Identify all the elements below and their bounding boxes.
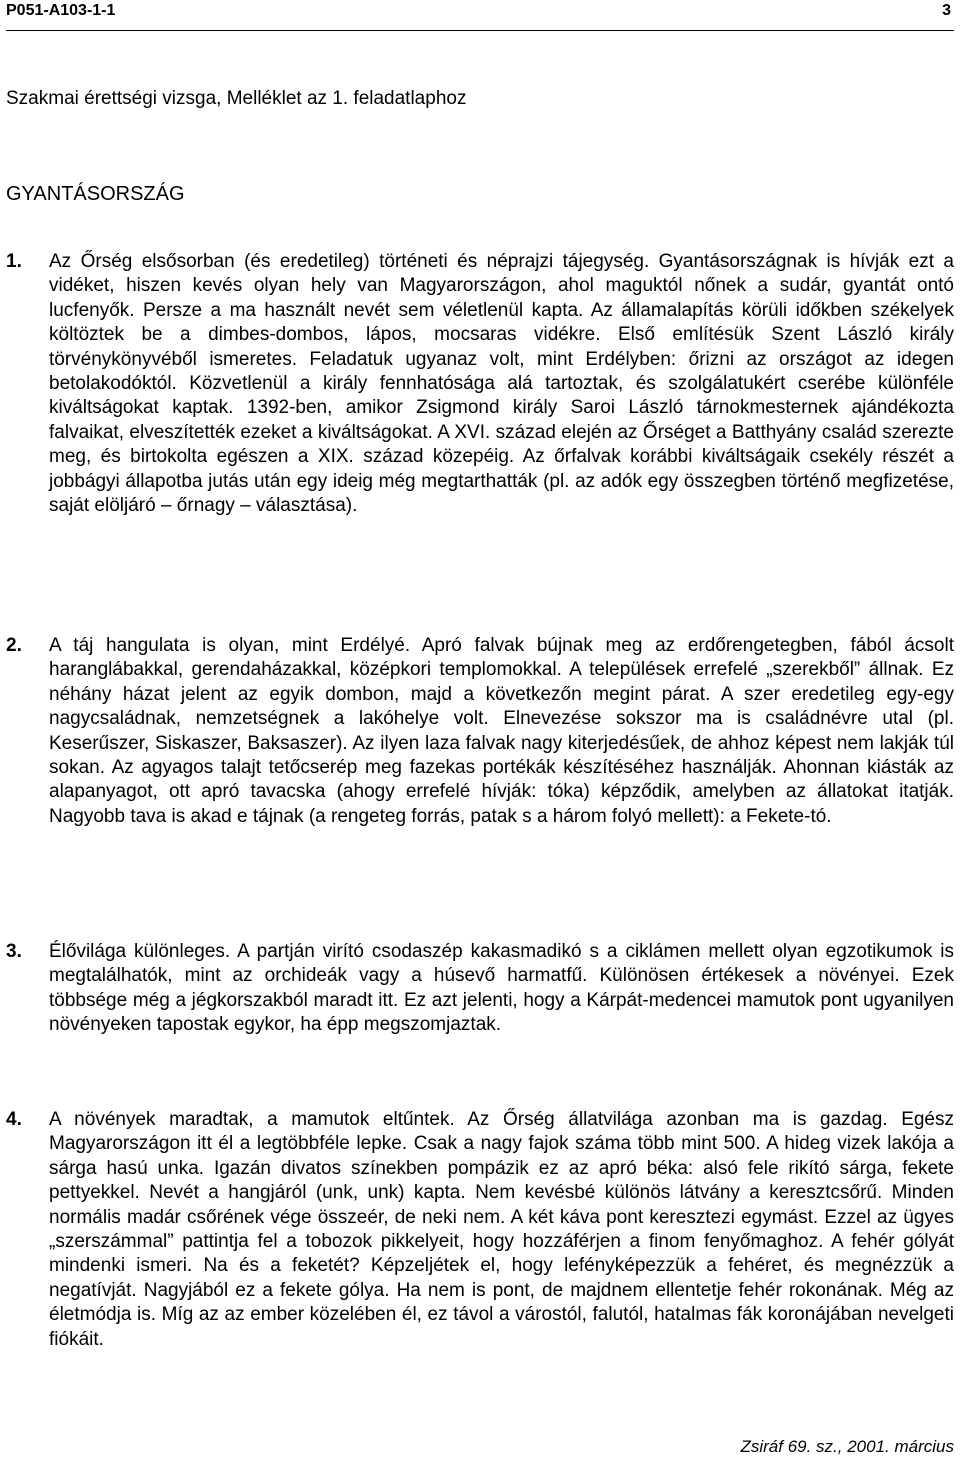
section-text: A táj hangulata is olyan, mint Erdélyé. Apró falvak bújnak meg az erdőrengetegben, fából ácsolt haranglábakkal, gerendaházakkal, középkori templomokkal. A települések errefelé „szerekből” állnak. Ez néhány házat jelent az egyik dombon, majd a következőn megint párat. A szer eredetileg egy-egy nagycsaládnak, nemzetségnek a lakóhelye volt. Elnevezése sokszor ma is családnévre utal (pl. Keserűszer, Siskaszer, Baksaszer). Az ilyen laza falvak nagy kiterjedésűek, de ahhoz képest nem lakják túl sokan. Az agyagos talajt tetőcserép meg fazekas portékák készítéséhez használják. Ahonnan kiásták az alapanyagot, ott apró tavacska (ahogy errefelé hívják: tóka) képződik, amelyben az állatokat itatják. Nagyobb tava is akad e tájnak (a rengeteg forrás, patak s a három folyó mellett): a Fekete-tó. (49, 635, 954, 827)
page-header (6, 0, 954, 31)
page-number: 3 (942, 2, 951, 19)
section-text: Az Őrség elsősorban (és eredetileg) történeti és néprajzi tájegység. Gyantásországnak is hívják ezt a vidéket, hiszen kevés olyan hely van Magyarországon, ahol maguktól nőnek a sudár, gyantát ontó lucfenyők. Persze a ma használt nevét sem véletlenül kapta. Az államalapítás körüli időkben székelyek költöztek be a dimbes-dombos, lápos, mocsaras vidékre. Első említésük Szent László király törvénykönyvéből ismeretes. Feladatuk ugyanaz volt, mint Erdélyben: őrizni az országot az idegen betolakodóktól. Közvetlenül a király fennhatósága alá tartoztak, és szolgálatukért cserébe különféle kiváltságokat kaptak. 1392-ben, amikor Zsigmond király Saroi László tárnokmesternek ajándékozta falvaikat, elveszítették ezeket a kiváltságokat. A XVI. század elején az Őrséget a Batthyány család szerezte meg, és birtokolta egészen a XIX. század közepéig. Az őrfalvak korábbi kiváltságaik csekély részét a jobbágyi állapotba jutás után egy ideig még megtarthatták (pl. az adók egy összegben történő megfizetése, saját elöljáró – őrnagy – választása). (49, 251, 954, 517)
section-number: 2. (6, 635, 22, 656)
section-number: 3. (6, 941, 22, 962)
document-title: GYANTÁSORSZÁG (6, 183, 185, 205)
section-number: 1. (6, 251, 22, 272)
section-text: A növények maradtak, a mamutok eltűntek. Az Őrség állatvilága azonban ma is gazdag. Egész Magyarországon itt él a legtöbbféle lepke. Csak a nagy fajok száma több mint 500. A hideg vizek lakója a sárga hasú unka. Igazán divatos színekben pompázik ez az apró béka: alsó fele rikító sárga, fekete pettyekkel. Nevét a hangjáról (unk, unk) kapta. Nem kevésbé különös látvány a keresztcsőrű. Minden normális madár csőrének vége összeér, de neki nem. A két káva pont keresztezi egymást. Ezzel az ügyes „szerszámmal” pattintja fel a tobozok pikkelyeit, hogy hozzáférjen a finom fenyőmaghoz. A fehér gólyát mindenki ismeri. Na és a feketét? Képzeljétek el, hogy lefényképezzük a fehéret, és megnézzük a negatívját. Nagyjából ez a fekete gólya. Ha nem is pont, de majdnem ellentetje fehér rokonának. Még az életmódja is. Míg az az ember közelében él, ez távol a várostól, falutól, hatalmas fák koronájában nevelgeti fiókáit. (49, 1109, 954, 1350)
document-subtitle: Szakmai érettségi vizsga, Melléklet az 1. feladatlaphoz (6, 88, 467, 109)
section-3 (6, 940, 954, 1038)
section-2 (6, 634, 954, 829)
section-1 (6, 250, 954, 518)
section-4 (6, 1108, 954, 1352)
section-number: 4. (6, 1109, 22, 1130)
document-code: P051-A103-1-1 (6, 2, 116, 19)
section-text: Élővilága különleges. A partján virító csodaszép kakasmadikó s a ciklámen mellett olyan egzotikumok is megtalálhatók, mint az orchideák vagy a húsevő harmatfű. Különösen értékesek a növényei. Ezek többsége még a jégkorszakból maradt itt. Ez azt jelenti, hogy a Kárpát-medencei mamutok pont ugyanilyen növényeken tapostak egykor, ha épp megszomjaztak. (49, 941, 954, 1036)
source-citation: Zsiráf 69. sz., 2001. március (740, 1437, 954, 1456)
